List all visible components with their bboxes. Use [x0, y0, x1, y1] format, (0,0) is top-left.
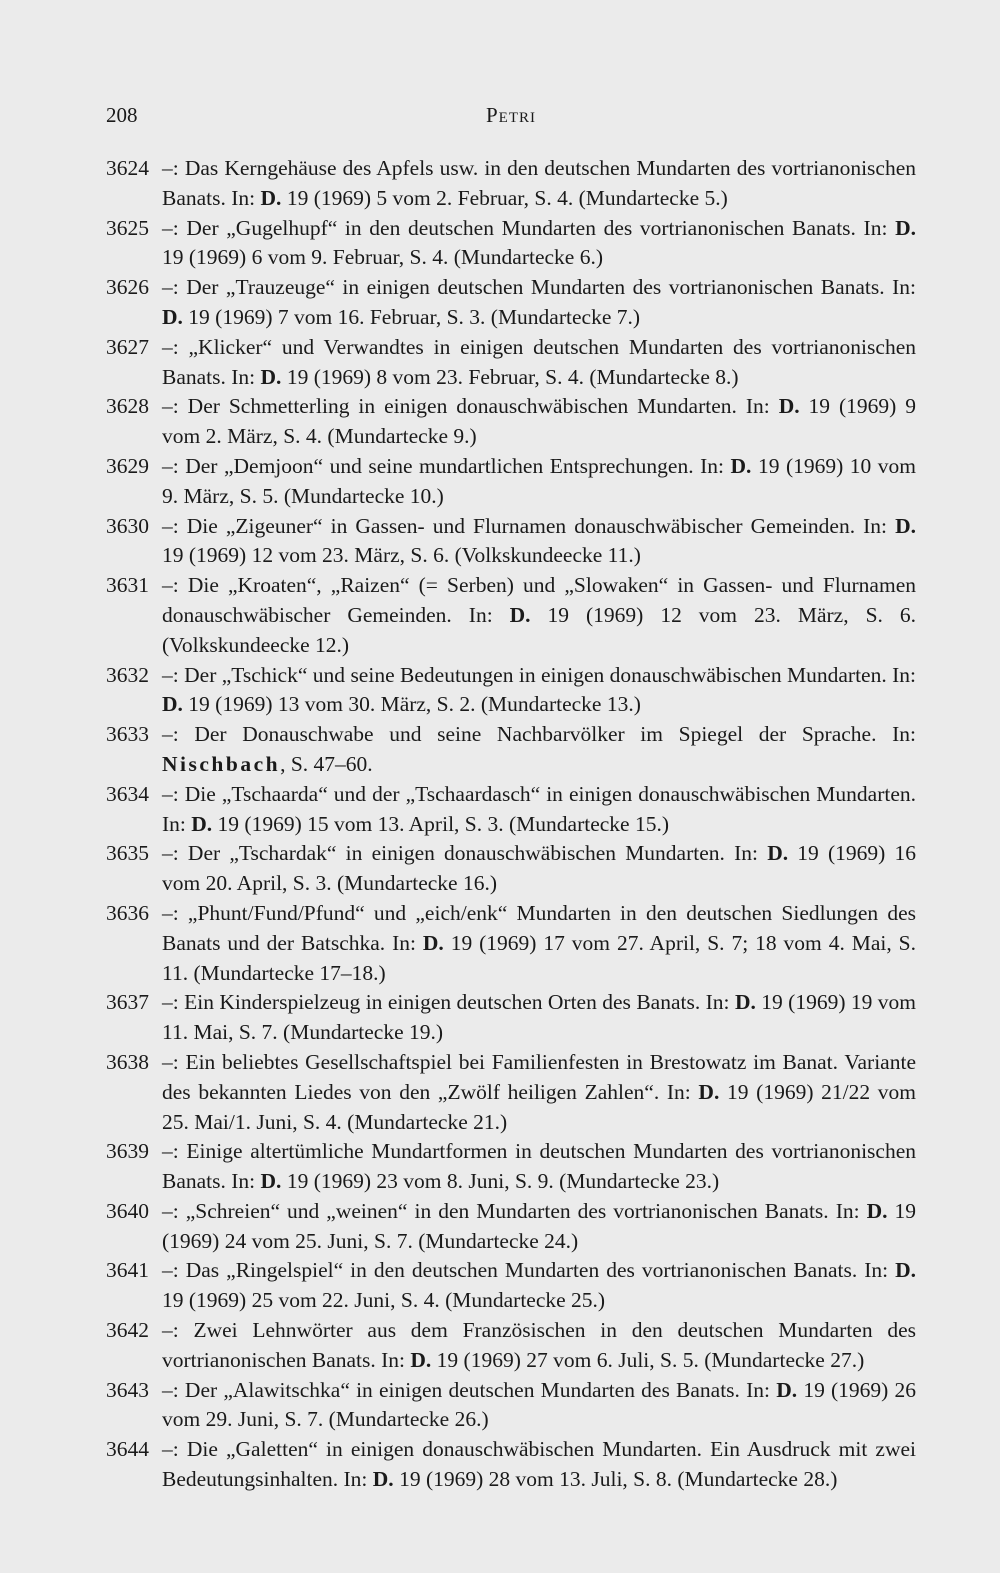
- entry-number: 3626: [106, 275, 149, 300]
- entry-number: 3640: [106, 1198, 149, 1223]
- running-head: Petri: [485, 103, 536, 127]
- entry-title: –: Die „Zigeuner“ in Gassen- und Flurnamen donauschwäbischer Gemeinden. In:: [162, 513, 888, 538]
- entry-number: 3644: [106, 1437, 149, 1462]
- entry-citation: 19 (1969) 12 vom 23. März, S. 6. (Volkskundeecke 11.): [162, 543, 641, 568]
- journal-abbrev: D.: [730, 453, 752, 478]
- entry-title: –: Die „Tschaarda“ und der „Tschaardasch“ in einigen donauschwäbischen Mundarten. In:: [162, 781, 916, 836]
- bibliography-entry: [106, 214, 916, 274]
- bibliography-entry: [106, 661, 916, 721]
- entry-number: 3635: [106, 841, 149, 866]
- entry-number: 3632: [106, 662, 149, 687]
- entry-citation: 19 (1969) 19 vom 11. Mai, S. 7. (Mundartecke 19.): [162, 990, 917, 1045]
- entry-citation: , S. 47–60.: [280, 751, 373, 776]
- journal-abbrev: D.: [162, 304, 183, 329]
- entry-number: 3634: [106, 781, 149, 806]
- entry-title: –: Der „Alawitschka“ in einigen deutschen Mundarten des Banats. In:: [162, 1377, 770, 1402]
- entry-citation: 19 (1969) 28 vom 13. Juli, S. 8. (Mundartecke 28.): [399, 1467, 838, 1492]
- entry-title: –: Einige altertümliche Mundartformen in deutschen Mundarten des vortrianonischen Banats. In:: [162, 1139, 916, 1194]
- entry-number: 3627: [106, 334, 149, 359]
- bibliography-entry: [106, 154, 916, 214]
- entry-number: 3637: [106, 990, 149, 1015]
- entry-citation: 19 (1969) 17 vom 27. April, S. 7; 18 vom 4. Mai, S. 11. (Mundartecke 17–18.): [162, 930, 916, 985]
- entry-title: –: Der „Tschardak“ in einigen donauschwäbischen Mundarten. In:: [162, 841, 758, 866]
- page-header: [106, 103, 916, 133]
- bibliography-entry: [106, 512, 916, 572]
- bibliography-entry: [106, 720, 916, 780]
- entry-number: 3631: [106, 573, 149, 598]
- entry-number: 3639: [106, 1139, 149, 1164]
- entry-number: 3636: [106, 900, 149, 925]
- entry-title: –: Zwei Lehnwörter aus dem Französischen in den deutschen Mundarten des vortrianonischen Banats. In:: [162, 1318, 916, 1372]
- entry-title: –: Ein beliebtes Gesellschaftspiel bei Familienfesten in Brestowatz im Banat. Variante des bekannten Liedes von den „Zwölf heiligen Zahlen“. In:: [162, 1049, 916, 1104]
- entry-title: –: Das „Ringelspiel“ in den deutschen Mundarten des vortrianonischen Banats. In:: [162, 1258, 889, 1283]
- entry-title: –: Die „Galetten“ in einigen donauschwäbischen Mundarten. Ein Ausdruck mit zwei Bedeutungsinhalten. In:: [162, 1437, 916, 1492]
- entry-title: –: „Schreien“ und „weinen“ in den Mundarten des vortrianonischen Banats. In:: [162, 1198, 860, 1223]
- entry-citation: 19 (1969) 7 vom 16. Februar, S. 3. (Mundartecke 7.): [188, 304, 641, 329]
- journal-abbrev: D.: [895, 215, 917, 240]
- entry-citation: 19 (1969) 25 vom 22. Juni, S. 4. (Mundartecke 25.): [162, 1288, 606, 1313]
- journal-abbrev: D.: [767, 841, 789, 866]
- entry-title: –: Das Kerngehäuse des Apfels usw. in den deutschen Mundarten des vortrianonischen Banats. In:: [162, 156, 916, 210]
- bibliography-entry: [106, 1137, 916, 1197]
- entry-number: 3628: [106, 394, 149, 419]
- bibliography-list: [106, 154, 916, 1495]
- bibliography-entry: [106, 839, 916, 899]
- entry-citation: 19 (1969) 9 vom 2. März, S. 4. (Mundartecke 9.): [162, 394, 917, 449]
- bibliography-entry: [106, 333, 916, 393]
- journal-abbrev: D.: [372, 1467, 394, 1492]
- entry-citation: 19 (1969) 5 vom 2. Februar, S. 4. (Mundartecke 5.): [286, 185, 728, 210]
- entry-citation: 19 (1969) 8 vom 23. Februar, S. 4. (Mundartecke 8.): [286, 364, 739, 389]
- bibliography-entry: [106, 1316, 916, 1376]
- journal-abbrev: D.: [260, 364, 282, 389]
- entry-title: –: Der „Gugelhupf“ in den deutschen Mundarten des vortrianonischen Banats. In:: [162, 215, 888, 240]
- entry-number: 3642: [106, 1318, 149, 1343]
- entry-citation: 19 (1969) 15 vom 13. April, S. 3. (Mundartecke 15.): [217, 811, 669, 836]
- bibliography-entry: [106, 273, 916, 333]
- bibliography-entry: [106, 1435, 916, 1495]
- entry-title: –: Ein Kinderspielzeug in einigen deutschen Orten des Banats. In:: [162, 990, 730, 1015]
- entry-title: –: „Klicker“ und Verwandtes in einigen deutschen Mundarten des vortrianonischen Banats. In:: [162, 334, 916, 389]
- bibliography-entry: [106, 571, 916, 660]
- bibliography-entry: [106, 1376, 916, 1436]
- journal-abbrev: D.: [260, 1169, 282, 1194]
- entry-number: 3630: [106, 513, 149, 538]
- entry-citation: 19 (1969) 26 vom 29. Juni, S. 7. (Mundartecke 26.): [162, 1377, 917, 1432]
- journal-abbrev: D.: [895, 1258, 917, 1283]
- journal-abbrev: D.: [778, 394, 800, 419]
- page-number: 208: [106, 103, 138, 127]
- bibliography-entry: [106, 780, 916, 840]
- entry-citation: 19 (1969) 24 vom 25. Juni, S. 7. (Mundartecke 24.): [162, 1198, 917, 1253]
- journal-abbrev: D.: [895, 513, 916, 538]
- journal-abbrev: D.: [509, 602, 531, 627]
- bibliography-entry: [106, 1197, 916, 1257]
- bibliography-entry: [106, 452, 916, 512]
- entry-title: –: Der „Trauzeuge“ in einigen deutschen Mundarten des vortrianonischen Banats. In:: [162, 275, 916, 300]
- entry-source: Nischbach: [162, 751, 281, 776]
- entry-citation: 19 (1969) 12 vom 23. März, S. 6. (Volkskundeecke 12.): [162, 602, 916, 657]
- journal-abbrev: D.: [776, 1377, 798, 1402]
- journal-abbrev: D.: [260, 185, 282, 210]
- entry-title: –: „Phunt/Fund/Pfund“ und „eich/enk“ Mundarten in den deutschen Siedlungen des Banats und der Batschka. In:: [162, 900, 916, 955]
- journal-abbrev: D.: [410, 1347, 432, 1372]
- entry-citation: 19 (1969) 16 vom 20. April, S. 3. (Mundartecke 16.): [162, 841, 917, 896]
- entry-number: 3629: [106, 453, 149, 478]
- entry-number: 3625: [106, 215, 149, 240]
- journal-abbrev: D.: [734, 990, 756, 1015]
- bibliography-entry: [106, 392, 916, 452]
- entry-citation: 19 (1969) 27 vom 6. Juli, S. 5. (Mundartecke 27.): [436, 1347, 865, 1372]
- entry-number: 3641: [106, 1258, 149, 1283]
- bibliography-entry: [106, 1256, 916, 1316]
- journal-abbrev: D.: [162, 692, 183, 717]
- entry-citation: 19 (1969) 23 vom 8. Juni, S. 9. (Mundartecke 23.): [286, 1169, 720, 1194]
- entry-title: –: Der Schmetterling in einigen donauschwäbischen Mundarten. In:: [162, 394, 770, 419]
- entry-citation: 19 (1969) 21/22 vom 25. Mai/1. Juni, S. 4. (Mundartecke 21.): [162, 1079, 917, 1134]
- entry-number: 3624: [106, 156, 149, 180]
- journal-abbrev: D.: [191, 811, 213, 836]
- journal-abbrev: D.: [698, 1079, 720, 1104]
- entry-citation: 19 (1969) 6 vom 9. Februar, S. 4. (Mundartecke 6.): [162, 245, 603, 270]
- journal-abbrev: D.: [422, 930, 444, 955]
- bibliography-entry: [106, 899, 916, 988]
- entry-number: 3643: [106, 1377, 149, 1402]
- entry-title: –: Der „Tschick“ und seine Bedeutungen in einigen donauschwäbischen Mundarten. In:: [162, 662, 916, 687]
- entry-citation: 19 (1969) 13 vom 30. März, S. 2. (Mundartecke 13.): [188, 692, 641, 717]
- entry-citation: 19 (1969) 10 vom 9. März, S. 5. (Mundartecke 10.): [162, 453, 917, 508]
- bibliography-entry: [106, 1048, 916, 1137]
- entry-title: –: Der Donauschwabe und seine Nachbarvölker im Spiegel der Sprache. In:: [162, 722, 916, 747]
- bibliography-entry: [106, 988, 916, 1048]
- entry-number: 3633: [106, 722, 149, 747]
- journal-abbrev: D.: [866, 1198, 888, 1223]
- entry-title: –: Der „Demjoon“ und seine mundartlichen Entsprechungen. In:: [162, 453, 724, 478]
- entry-title: –: Die „Kroaten“, „Raizen“ (= Serben) und „Slowaken“ in Gassen- und Flurnamen donauschwäbischer Gemeinden. In:: [162, 573, 916, 627]
- entry-number: 3638: [106, 1049, 149, 1074]
